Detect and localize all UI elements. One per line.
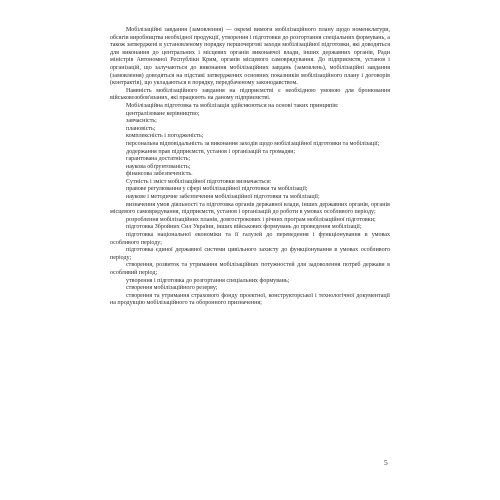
list-item: утворення і підготовка до розгортання спеціальних формувань;	[126, 277, 290, 284]
paragraph: Наявність мобілізаційного завдання на підприємстві є необхідною умовою для бронювання військовозобов'язаних, які працюють на даному підприємстві.	[110, 87, 390, 102]
list-item: визначення умов діяльності та підготовка органів державної влади, інших державних органів, органів місцевого самоврядування, підприємств, установ і організацій до роботи в умовах особливого періоду;	[110, 201, 390, 216]
list-item: підготовка національної економіки та її галузей до переведення і функціонування в умовах особливого періоду;	[110, 232, 390, 246]
paragraph: Сутність і зміст мобілізаційної підготовки визначається:	[126, 178, 272, 185]
page-number: 5	[384, 458, 388, 467]
list-item: створення та утримання страхового фонду проектної, конструкторської і технологічної документації на продукцію мобілізаційного та оборонного призначення;	[110, 292, 390, 307]
list-item: створення мобілізаційного резерву;	[126, 285, 218, 292]
list-item: централізоване керівництво;	[126, 110, 200, 117]
list-item: наукова обґрунтованість;	[126, 163, 191, 170]
list-item: фінансова забезпеченість.	[126, 171, 193, 178]
list-item: додержання прав підприємств, установ і організацій та громадян;	[126, 148, 296, 155]
list-item: розроблення мобілізаційних планів, довгострокових і річних програм мобілізаційної підготовки;	[126, 216, 376, 223]
list-item: завчасність;	[126, 118, 157, 125]
list-item: персональна відповідальність за виконання заходів щодо мобілізаційної підготовки та мобілізації;	[126, 140, 380, 147]
list-item: комплексність і погодженість;	[126, 133, 204, 140]
list-item: правове регулювання у сфері мобілізаційної підготовки та мобілізації;	[126, 186, 308, 193]
body-text	[110, 27, 390, 308]
paragraph: Мобілізаційна підготовка та мобілізація здійснюються на основі таких принципів:	[126, 102, 339, 109]
list-item: підготовка Збройних Сил України, інших військових формувань до проведення мобілізації;	[126, 224, 362, 231]
list-item: створення, розвиток та утримання мобілізаційних потужностей для задоволення потреб держави в особливий період;	[110, 262, 390, 276]
list-item: плановість;	[126, 125, 156, 132]
list-item: наукове і методичне забезпечення мобілізаційної підготовки та мобілізації;	[126, 194, 320, 201]
paragraph: Мобілізаційні завдання (замовлення) — окремі вимоги мобілізаційного плану щодо номенклатури, обсягів виробництва необхідної продукції, утворення і підготовки до розгортання спеціальних формувань, а також затверджені в установленому порядку першочергові заходи мобілізаційної підготовки, які доводяться для виконання до центральних і місцевих органів виконавчої влади, інших державних органів, Ради міністрів Автономної Республіки Крим, органів місцевого самоврядування. До підприємств, установ і організацій, що залучаються до виконання мобілізаційних завдань (замовлень), мобілізаційні завдання (замовлення) доводяться на підставі затверджених основних показників мобілізаційного плану і договорів (контрактів), що укладаються в порядку, передбаченому законодавством.	[110, 27, 390, 87]
list-item: гарантована достатність;	[126, 156, 191, 163]
list-item: підготовка єдиної державної системи цивільного захисту до функціонування в умовах особливого періоду;	[110, 247, 390, 261]
